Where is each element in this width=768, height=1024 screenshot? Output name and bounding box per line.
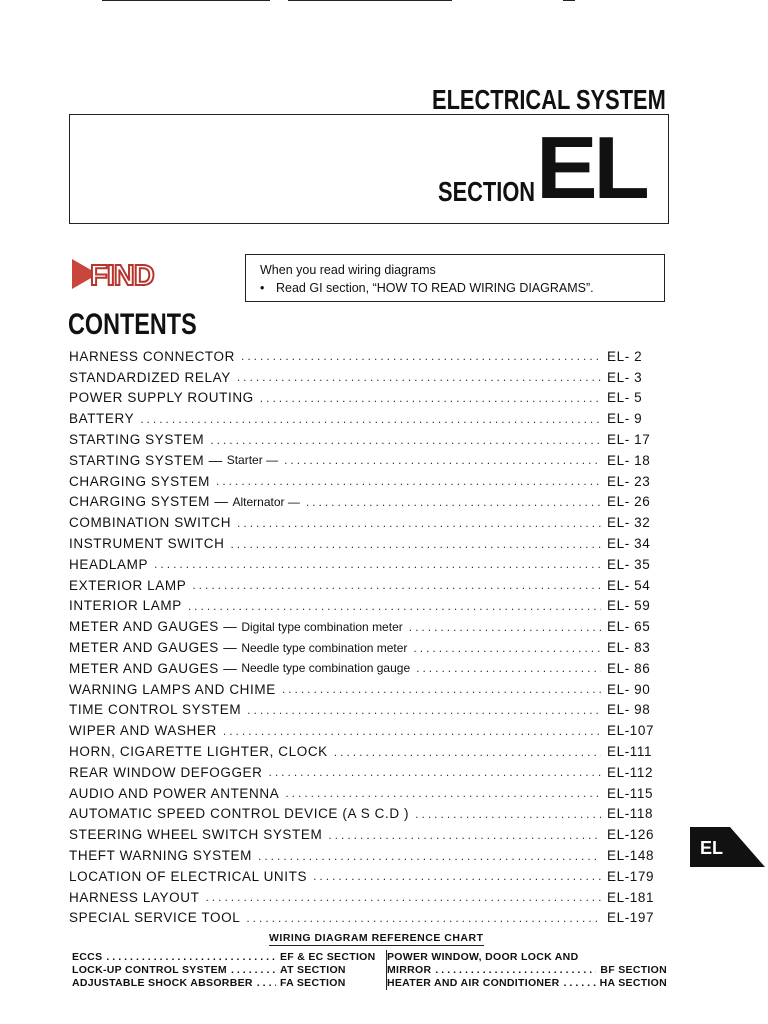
toc-entry-title: METER AND GAUGES — [69, 660, 238, 676]
table-of-contents [69, 346, 669, 928]
wiring-ref-section: FA SECTION [280, 976, 346, 989]
toc-entry-title: HARNESS CONNECTOR [69, 348, 235, 364]
section-tab-el [690, 827, 765, 867]
note-box [245, 254, 665, 302]
toc-entry[interactable] [69, 824, 669, 845]
wiring-ref-row [72, 976, 372, 989]
toc-entry-page: EL-111 [607, 744, 653, 760]
toc-entry-page: EL- 83 [607, 640, 651, 656]
section-label: SECTION [438, 176, 536, 207]
toc-entry[interactable] [69, 450, 669, 471]
wiring-ref-row [387, 963, 667, 976]
toc-entry-title: STARTING SYSTEM [69, 432, 205, 448]
toc-entry-title: METER AND GAUGES — [69, 640, 238, 656]
wiring-ref-label: ECCS [72, 950, 103, 963]
toc-entry[interactable] [69, 658, 669, 679]
dot-leader [188, 599, 601, 613]
top-rule-middle [288, 0, 452, 1]
wiring-ref-label: ADJUSTABLE SHOCK ABSORBER [72, 976, 253, 989]
dot-leader [258, 849, 601, 863]
wiring-ref-row [387, 976, 667, 989]
toc-entry-title: EXTERIOR LAMP [69, 577, 187, 593]
toc-entry-title: THEFT WARNING SYSTEM [69, 848, 253, 864]
find-logo-text: FIND [90, 260, 154, 292]
dot-leader [154, 557, 601, 571]
toc-entry-page: EL- 2 [607, 348, 643, 364]
contents-heading: CONTENTS [68, 308, 197, 341]
toc-entry-page: EL-181 [607, 889, 655, 905]
dot-leader [205, 890, 601, 904]
toc-entry[interactable] [69, 908, 669, 929]
page-title: ELECTRICAL SYSTEM [432, 84, 666, 115]
section-tab-label: EL [700, 838, 724, 858]
toc-entry[interactable] [69, 741, 669, 762]
toc-entry-page: EL- 18 [607, 452, 651, 468]
toc-entry-title: AUTOMATIC SPEED CONTROL DEVICE (A S C.D ) [69, 806, 410, 822]
dot-leader [269, 765, 602, 779]
note-line-2 [260, 279, 664, 297]
toc-entry[interactable] [69, 804, 669, 825]
toc-entry-subtitle: Digital type combination meter [241, 619, 403, 634]
toc-entry-page: EL- 34 [607, 536, 651, 552]
toc-entry-subtitle: Alternator — [232, 494, 300, 509]
wiring-ref-label: HEATER AND AIR CONDITIONER [387, 976, 560, 989]
toc-entry-page: EL- 3 [607, 369, 643, 385]
toc-entry-page: EL- 17 [607, 432, 651, 448]
dot-leader [257, 977, 276, 989]
toc-entry-subtitle: Needle type combination meter [241, 640, 408, 655]
dot-leader [216, 474, 601, 488]
toc-entry[interactable] [69, 616, 669, 637]
dot-leader [328, 828, 601, 842]
toc-entry-subtitle: Needle type combination gauge [241, 661, 411, 676]
toc-entry-title: METER AND GAUGES — [69, 619, 238, 635]
toc-entry[interactable] [69, 533, 669, 554]
toc-entry-page: EL- 9 [607, 411, 643, 427]
toc-entry[interactable] [69, 679, 669, 700]
dot-leader [237, 516, 601, 530]
wiring-ref-row [387, 950, 667, 963]
toc-entry[interactable] [69, 575, 669, 596]
toc-entry-title: STANDARDIZED RELAY [69, 369, 231, 385]
wiring-chart-left [72, 950, 376, 989]
toc-entry-page: EL- 32 [607, 515, 651, 531]
dot-leader [230, 537, 601, 551]
wiring-ref-row [72, 963, 372, 976]
toc-entry-page: EL- 59 [607, 598, 651, 614]
wiring-ref-row [72, 950, 376, 963]
toc-entry-title: HEADLAMP [69, 556, 149, 572]
toc-entry-page: EL- 65 [607, 619, 651, 635]
bullet-icon: • [260, 281, 265, 295]
dot-leader [140, 412, 601, 426]
toc-entry-title: CHARGING SYSTEM — [69, 494, 229, 510]
toc-entry-page: EL-107 [607, 723, 655, 739]
toc-entry[interactable] [69, 408, 669, 429]
note-line-1: When you read wiring diagrams [260, 263, 436, 277]
dot-leader [241, 349, 601, 363]
dot-leader [416, 661, 601, 675]
toc-entry-page: EL- 35 [607, 556, 651, 572]
toc-entry-title: AUDIO AND POWER ANTENNA [69, 785, 280, 801]
toc-entry-page: EL-179 [607, 868, 655, 884]
toc-entry-title: LOCATION OF ELECTRICAL UNITS [69, 868, 308, 884]
dot-leader [106, 951, 276, 963]
dot-leader [413, 641, 601, 655]
toc-entry-page: EL- 5 [607, 390, 643, 406]
top-rule-left [102, 0, 270, 1]
toc-entry[interactable] [69, 346, 669, 367]
toc-entry-page: EL-197 [607, 910, 655, 926]
toc-entry-title: INTERIOR LAMP [69, 598, 182, 614]
toc-entry-page: EL- 86 [607, 660, 651, 676]
wiring-ref-section: HA SECTION [599, 976, 667, 989]
toc-entry[interactable] [69, 845, 669, 866]
toc-entry-page: EL- 98 [607, 702, 651, 718]
toc-entry-title: SPECIAL SERVICE TOOL [69, 910, 241, 926]
dot-leader [231, 964, 276, 976]
toc-entry[interactable] [69, 512, 669, 533]
dot-leader [260, 391, 601, 405]
wiring-ref-label: LOCK-UP CONTROL SYSTEM [72, 963, 227, 976]
dot-leader [285, 786, 601, 800]
toc-entry-title: WARNING LAMPS AND CHIME [69, 681, 276, 697]
toc-entry-page: EL- 26 [607, 494, 651, 510]
wiring-ref-section: AT SECTION [280, 963, 346, 976]
toc-entry-title: TIME CONTROL SYSTEM [69, 702, 242, 718]
dot-leader [247, 703, 601, 717]
toc-entry-title: CHARGING SYSTEM [69, 473, 211, 489]
toc-entry[interactable] [69, 367, 669, 388]
dot-leader [409, 620, 601, 634]
toc-entry-page: EL-148 [607, 848, 655, 864]
toc-entry-page: EL-118 [607, 806, 654, 822]
toc-entry-title: HORN, CIGARETTE LIGHTER, CLOCK [69, 744, 328, 760]
toc-entry[interactable] [69, 388, 669, 409]
dot-leader [313, 869, 601, 883]
toc-entry[interactable] [69, 762, 669, 783]
wiring-chart-heading: WIRING DIAGRAM REFERENCE CHART [269, 932, 484, 944]
toc-entry-page: EL- 54 [607, 577, 651, 593]
toc-entry-title: POWER SUPPLY ROUTING [69, 390, 254, 406]
dot-leader [223, 724, 601, 738]
toc-entry[interactable] [69, 429, 669, 450]
toc-entry-title: INSTRUMENT SWITCH [69, 536, 225, 552]
dot-leader [192, 578, 601, 592]
dot-leader [237, 370, 601, 384]
toc-entry[interactable] [69, 866, 669, 887]
toc-entry-title: COMBINATION SWITCH [69, 515, 232, 531]
wiring-ref-section: EF & EC SECTION [280, 950, 376, 963]
dot-leader [284, 453, 601, 467]
wiring-ref-section: BF SECTION [600, 963, 667, 976]
dot-leader [306, 495, 601, 509]
dot-leader [415, 807, 601, 821]
toc-entry-title: BATTERY [69, 411, 135, 427]
dot-leader [246, 911, 601, 925]
toc-entry-page: EL- 23 [607, 473, 651, 489]
dot-leader [435, 964, 596, 976]
find-logo-icon [70, 256, 198, 292]
toc-entry-title: HARNESS LAYOUT [69, 889, 200, 905]
toc-entry[interactable] [69, 471, 669, 492]
toc-entry[interactable] [69, 720, 669, 741]
toc-entry[interactable] [69, 637, 669, 658]
toc-entry-title: STEERING WHEEL SWITCH SYSTEM [69, 827, 323, 843]
toc-entry-title: REAR WINDOW DEFOGGER [69, 764, 263, 780]
dot-leader [282, 682, 601, 696]
wiring-ref-label: MIRROR [387, 963, 432, 976]
wiring-chart-right [386, 950, 667, 990]
toc-entry[interactable] [69, 887, 669, 908]
toc-entry-page: EL- 90 [607, 681, 651, 697]
dot-leader [334, 745, 601, 759]
wiring-ref-label: POWER WINDOW, DOOR LOCK AND [387, 950, 579, 963]
top-rule-right [563, 0, 575, 1]
dot-leader [564, 977, 596, 989]
toc-entry[interactable] [69, 492, 669, 513]
note-line-2-text: Read GI section, “HOW TO READ WIRING DIAGRAMS”. [276, 281, 594, 295]
toc-entry-page: EL-126 [607, 827, 655, 843]
toc-entry-subtitle: Starter — [226, 453, 279, 468]
toc-entry-title: WIPER AND WASHER [69, 723, 217, 739]
dot-leader [210, 433, 601, 447]
toc-entry[interactable] [69, 783, 669, 804]
toc-entry[interactable] [69, 700, 669, 721]
toc-entry[interactable] [69, 554, 669, 575]
toc-entry-page: EL-112 [607, 764, 654, 780]
toc-entry[interactable] [69, 596, 669, 617]
toc-entry-page: EL-115 [607, 785, 654, 801]
toc-entry-title: STARTING SYSTEM — [69, 452, 223, 468]
section-code: EL [536, 118, 646, 217]
